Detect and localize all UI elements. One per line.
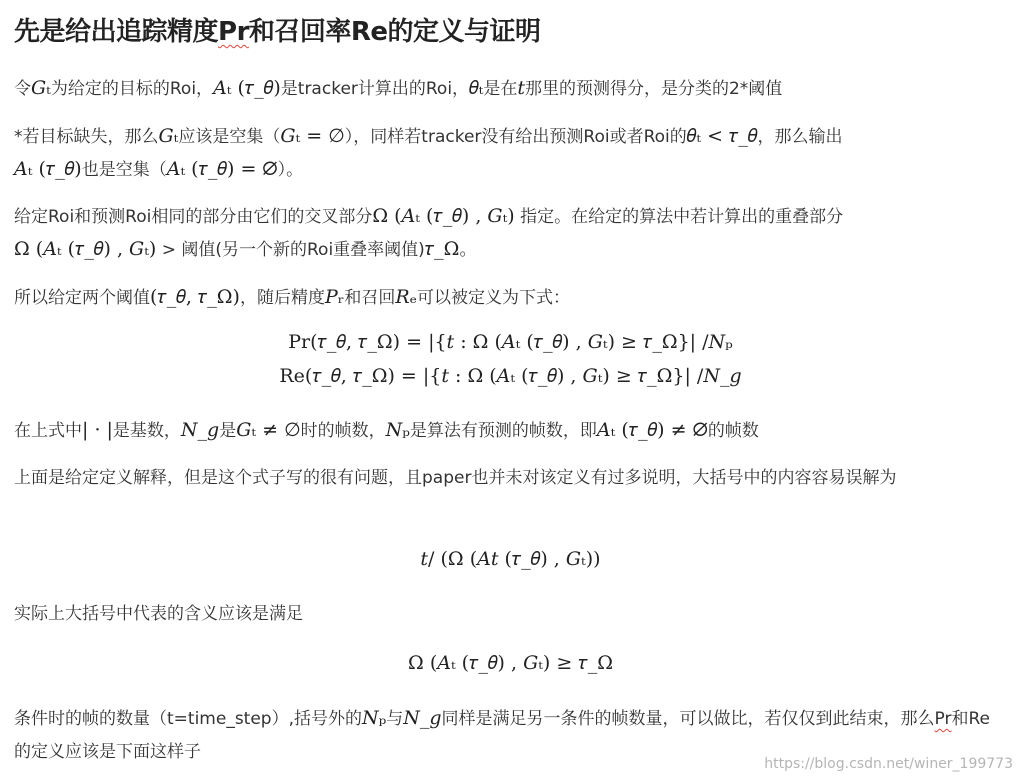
math-theta: 𝜃ₜ [469,77,484,99]
formula-precision: Pr(𝜏_𝜃, 𝜏_Ω) = |{𝑡 : Ω (𝐴ₜ (𝜏_𝜃) , 𝐺ₜ) ≥ 𝜏_Ω}| /𝑁ₚ [288,331,733,353]
math-omega: Ω (𝐴ₜ (𝜏_𝜃) , 𝐺ₜ) [372,205,515,227]
text: 是在 [483,79,518,99]
text: 的帧数 [707,421,759,441]
paragraph-missing-target-line1 [14,120,1004,154]
paragraph-cardinality [14,414,1004,448]
text: 。 [459,240,477,260]
math-np: 𝑁ₚ [385,419,410,441]
text: 是tracker计算出的Roi， [280,79,470,99]
math-ng: 𝑁_𝑔 [180,419,220,441]
text: > 阈值(另一个新的Roi重叠率阈值) [156,240,425,260]
text: 应该是空集（ [178,127,281,147]
text-pr: Pr [934,709,952,729]
math-theta-lt: 𝜃ₜ < 𝜏_𝜃 [686,125,758,147]
text: ）。 [277,160,304,180]
math-omega: Ω (𝐴ₜ (𝜏_𝜃) , 𝐺ₜ) [14,238,157,260]
text: *若目标缺失，那么 [14,127,159,147]
text: 同样是满足另一条件的帧数量，可以做比，若仅仅到此结束，那么 [441,709,935,729]
text: ，那么输出 [757,127,843,147]
paragraph-overlap-line1 [14,200,1004,234]
text: ，随后精度 [239,288,325,308]
text: 给定Roi和预测Roi相同的部分由它们的交叉部分 [14,207,373,227]
text: 条件时的帧的数量（t=time_step）,括号外的 [14,709,362,729]
title-part-pr: Pr [218,17,249,47]
math-gt: 𝐺ₜ [158,125,179,147]
math-t: 𝑡 [517,77,525,99]
text: 指定。在给定的算法中若计算出的重叠部分 [514,207,844,227]
text: 那里的预测得分，是分类的2*阈值 [524,79,783,99]
article-title [14,14,541,50]
formula-condition: Ω (𝐴ₜ (𝜏_𝜃) , 𝐺ₜ) ≥ 𝜏_Ω [408,652,613,674]
text: 为给定的目标的Roi， [50,79,214,99]
title-part-3: 和召回率Re的定义与证明 [248,17,541,47]
math-pr: 𝑃ᵣ [324,286,345,308]
math-gt-empty: 𝐺ₜ = ∅ [280,125,345,147]
paragraph-explanation: 上面是给定定义解释，但是这个式子写的很有问题，且paper也并未对该定义有过多说明，大括号中的内容容易误解为 [14,468,897,488]
math-at: 𝐴ₜ (𝜏_𝜃) [213,77,281,99]
title-part-1: 先是给出追踪精度 [14,17,219,47]
text: 与 [386,709,404,729]
text: 是基数， [112,421,181,441]
paragraph-missing-target-line2 [14,153,1004,187]
math-np: 𝑁ₚ [362,707,387,729]
text: 是 [219,421,237,441]
math-gt-nonempty: 𝐺ₜ ≠ ∅ [236,419,301,441]
text: 所以给定两个阈值 [14,288,150,308]
formula-recall: Re(𝜏_𝜃, 𝜏_Ω) = |{𝑡 : Ω (𝐴ₜ (𝜏_𝜃) , 𝐺ₜ) ≥ 𝜏_Ω}| /𝑁_𝑔 [279,365,742,387]
paragraph-actual-meaning: 实际上大括号中代表的含义应该是满足 [14,604,303,624]
math-at-empty: 𝐴ₜ (𝜏_𝜃) = ∅ [166,158,278,180]
math-at-nonempty: 𝐴ₜ (𝜏_𝜃) ≠ ∅ [596,419,708,441]
text: 和Re的定义应该是下面这样子 [14,709,990,762]
text: 令 [14,79,31,99]
paragraph-definitions [14,72,1004,106]
math-at: 𝐴ₜ (𝜏_𝜃) [14,158,82,180]
math-thresholds: (𝜏_𝜃, 𝜏_Ω) [150,286,240,308]
text: 是算法有预测的帧数，即 [409,421,597,441]
text: ），同样若tracker没有给出预测Roi或者Roi的 [344,127,687,147]
math-cardinality: | · | [82,419,113,441]
paragraph-thresholds [14,281,1004,315]
math-ng: 𝑁_𝑔 [403,707,442,729]
text: 在上式中 [14,421,82,441]
text: 可以被定义为下式： [417,288,571,308]
math-tau-omega: 𝜏_Ω [424,238,460,260]
text: 和召回 [344,288,396,308]
formula-misread: 𝑡/ (Ω (𝐴𝑡 (𝜏_𝜃) , 𝐺ₜ)) [420,548,601,570]
math-re: 𝑅ₑ [395,286,418,308]
text: 也是空集（ [81,160,167,180]
text: 时的帧数， [300,421,386,441]
watermark: https://blog.csdn.net/winer_199773 [764,756,1013,772]
math-gt: 𝐺ₜ [31,77,51,99]
paragraph-overlap-line2 [14,233,1004,267]
